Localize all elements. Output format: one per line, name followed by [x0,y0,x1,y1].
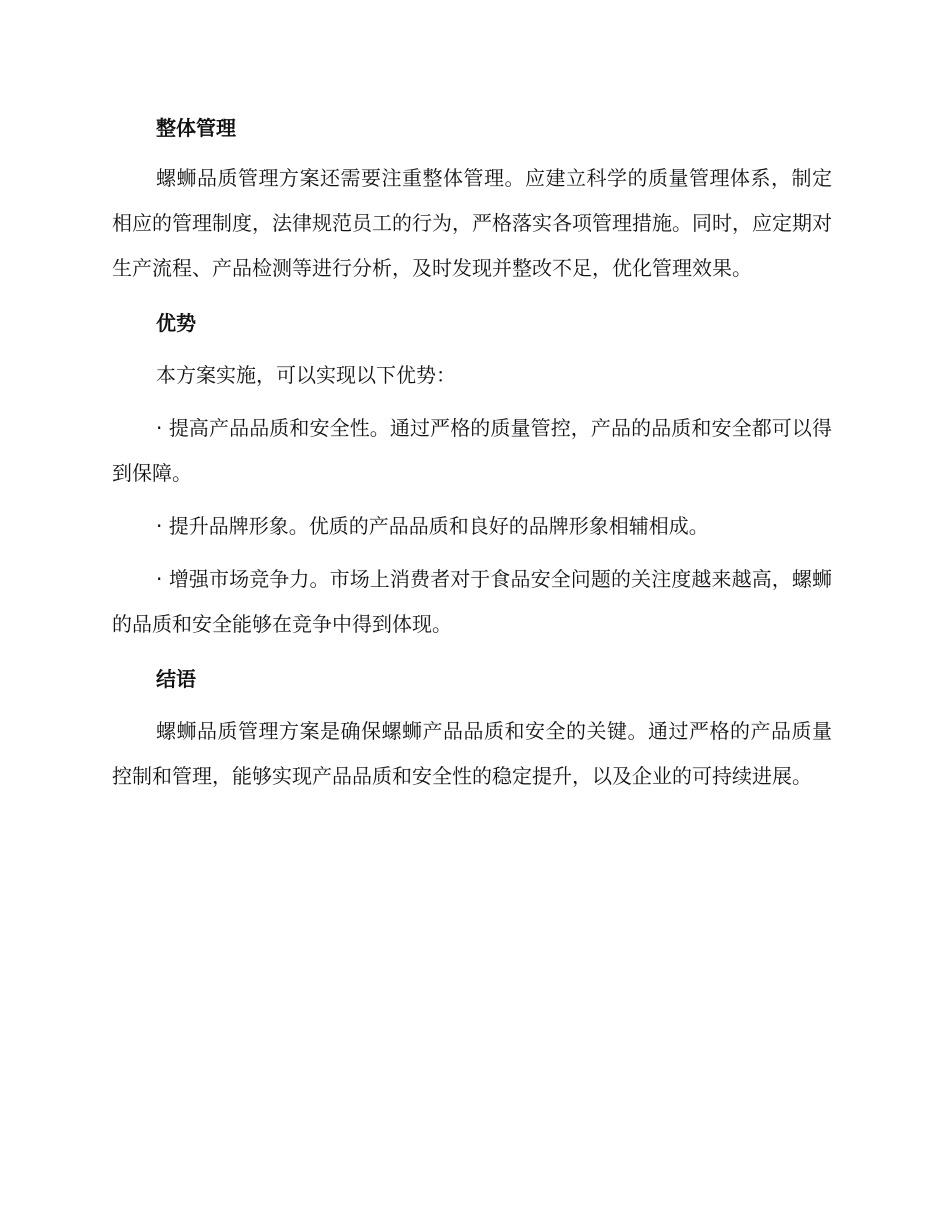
list-item-competitiveness: · 增强市场竞争力。市场上消费者对于食品安全问题的关注度越来越高，螺蛳的品质和安全能够在竞争中得到体现。 [112,567,832,636]
section-heading-overall-management: 整体管理 [156,116,236,140]
document-body [112,110,832,799]
section-heading-conclusion: 结语 [156,667,196,691]
list-item-brand-image: · 提升品牌形象。优质的产品品质和良好的品牌形象相辅相成。 [156,514,709,538]
paragraph-advantages-intro: 本方案实施，可以实现以下优势： [156,363,456,387]
list-item-quality-safety: · 提高产品品质和安全性。通过严格的质量管控，产品的品质和安全都可以得到保障。 [112,416,832,485]
paragraph-conclusion: 螺蛳品质管理方案是确保螺蛳产品品质和安全的关键。通过严格的产品质量控制和管理，能够实现产品品质和安全性的稳定提升，以及企业的可持续进展。 [112,719,832,788]
section-heading-advantages: 优势 [156,311,196,335]
paragraph-overall-management: 螺蛳品质管理方案还需要注重整体管理。应建立科学的质量管理体系，制定相应的管理制度，法律规范员工的行为，严格落实各项管理措施。同时，应定期对生产流程、产品检测等进行分析，及时发现并整改不足，优化管理效果。 [112,166,832,280]
